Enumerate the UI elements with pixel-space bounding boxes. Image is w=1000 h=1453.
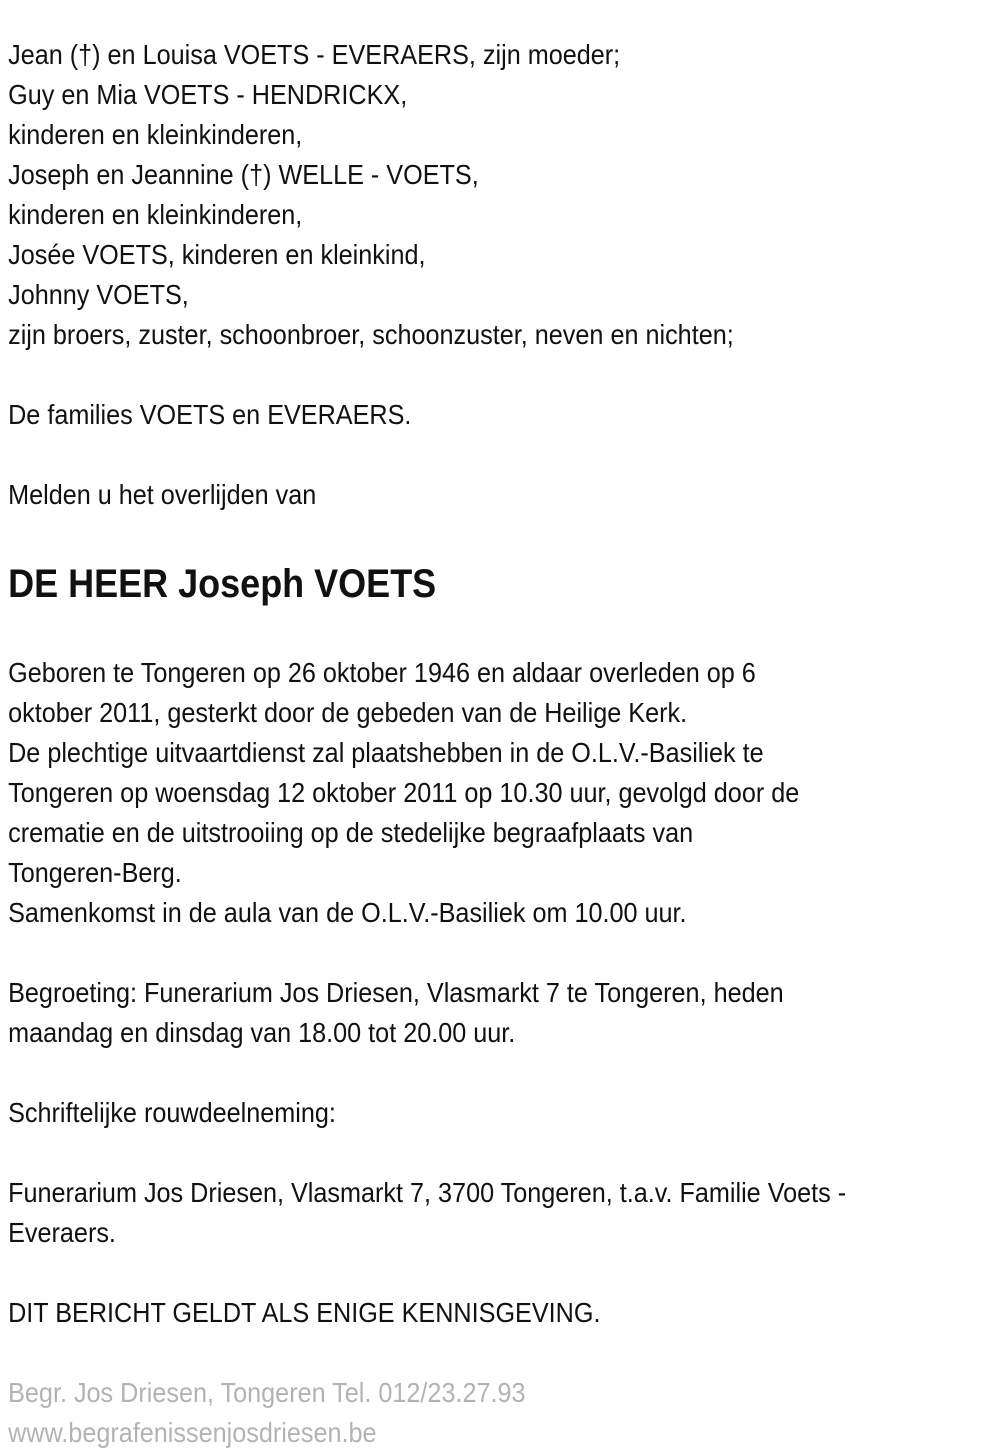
relatives-line: Jean (†) en Louisa VOETS - EVERAERS, zijn moeder; <box>8 39 621 70</box>
service-details-paragraph <box>8 653 1000 933</box>
announcement-intro-line: Melden u het overlijden van <box>8 479 317 510</box>
single-notice-paragraph <box>8 1293 1000 1333</box>
relatives-line: Johnny VOETS, <box>8 279 189 310</box>
families-paragraph <box>8 395 1000 435</box>
service-details-line: crematie en de uitstrooiing op de stedelijke begraafplaats van <box>8 817 694 848</box>
announcement-intro-paragraph <box>8 475 1000 515</box>
relatives-line: Joseph en Jeannine (†) WELLE - VOETS, <box>8 159 479 190</box>
relatives-line: kinderen en kleinkinderen, <box>8 119 303 150</box>
relatives-line: kinderen en kleinkinderen, <box>8 199 303 230</box>
service-details-line: Geboren te Tongeren op 26 oktober 1946 en aldaar overleden op 6 <box>8 657 756 688</box>
greeting-paragraph <box>8 973 1000 1053</box>
service-details-line: Tongeren-Berg. <box>8 857 182 888</box>
service-details-line: De plechtige uitvaartdienst zal plaatshebben in de O.L.V.-Basiliek te <box>8 737 764 768</box>
condolence-heading-paragraph <box>8 1093 1000 1133</box>
relatives-line: Guy en Mia VOETS - HENDRICKX, <box>8 79 408 110</box>
greeting-line: maandag en dinsdag van 18.00 tot 20.00 uur. <box>8 1017 516 1048</box>
relatives-paragraph <box>8 35 1000 355</box>
relatives-line: zijn broers, zuster, schoonbroer, schoonzuster, neven en nichten; <box>8 319 734 350</box>
footer-funeral-home-line: Begr. Jos Driesen, Tongeren Tel. 012/23.27.93 <box>8 1377 526 1408</box>
relatives-line: Josée VOETS, kinderen en kleinkind, <box>8 239 426 270</box>
families-line: De families VOETS en EVERAERS. <box>8 399 412 430</box>
condolence-heading-line: Schriftelijke rouwdeelneming: <box>8 1097 336 1128</box>
deceased-name-block <box>8 555 1000 613</box>
single-notice-line: DIT BERICHT GELDT ALS ENIGE KENNISGEVING. <box>8 1297 601 1328</box>
condolence-address-line: Everaers. <box>8 1217 116 1248</box>
condolence-address-paragraph <box>8 1173 1000 1253</box>
footer-website-line: www.begrafenissenjosdriesen.be <box>8 1417 377 1448</box>
greeting-line: Begroeting: Funerarium Jos Driesen, Vlasmarkt 7 te Tongeren, heden <box>8 977 784 1008</box>
service-details-line: Tongeren op woensdag 12 oktober 2011 op 10.30 uur, gevolgd door de <box>8 777 800 808</box>
footer <box>8 1373 1000 1453</box>
service-details-line: oktober 2011, gesterkt door de gebeden van de Heilige Kerk. <box>8 697 688 728</box>
service-details-line: Samenkomst in de aula van de O.L.V.-Basiliek om 10.00 uur. <box>8 897 687 928</box>
deceased-name-heading: DE HEER Joseph VOETS <box>8 562 437 606</box>
condolence-address-line: Funerarium Jos Driesen, Vlasmarkt 7, 3700 Tongeren, t.a.v. Familie Voets - <box>8 1177 847 1208</box>
